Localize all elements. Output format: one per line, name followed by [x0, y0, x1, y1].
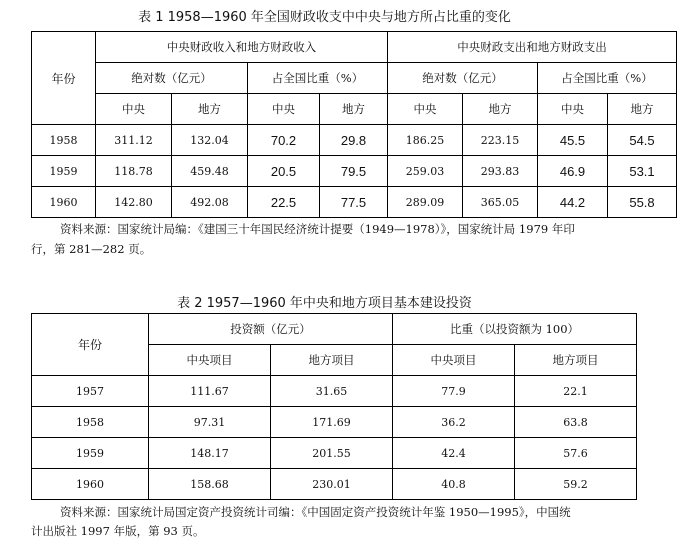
expenditure-central-share-cell: 45.5 — [538, 125, 608, 156]
ratio-central-cell: 42.4 — [393, 438, 515, 469]
expenditure-central-cell: 259.03 — [388, 156, 463, 187]
expenditure-local-share-cell: 54.5 — [608, 125, 677, 156]
table-row — [32, 156, 677, 187]
col-local: 地方 — [463, 94, 538, 125]
expenditure-share-header: 占全国比重（%） — [538, 63, 677, 94]
expenditure-local-cell: 223.15 — [463, 125, 538, 156]
expenditure-central-cell: 289.09 — [388, 187, 463, 218]
table-row — [32, 469, 637, 500]
expenditure-local-share-cell: 53.1 — [608, 156, 677, 187]
col-central: 中央 — [388, 94, 463, 125]
investment-central-cell: 158.68 — [149, 469, 271, 500]
revenue-local-cell: 132.04 — [172, 125, 248, 156]
table-row — [32, 376, 637, 407]
col-local-project: 地方项目 — [515, 345, 637, 376]
expenditure-absolute-header: 绝对数（亿元） — [388, 63, 538, 94]
ratio-central-cell: 40.8 — [393, 469, 515, 500]
table1-caption: 表 1 1958—1960 年全国财政收支中中央与地方所占比重的变化 — [138, 10, 511, 25]
year-cell: 1960 — [32, 187, 96, 218]
year-cell: 1958 — [32, 407, 149, 438]
table-row — [32, 438, 637, 469]
table2-source-line2: 计出版社 1997 年版，第 93 页。 — [31, 524, 205, 538]
revenue-header: 中央财政收入和地方财政收入 — [96, 32, 388, 63]
ratio-header: 比重（以投资额为 100） — [393, 314, 637, 345]
revenue-local-share-cell: 79.5 — [320, 156, 388, 187]
revenue-absolute-header: 绝对数（亿元） — [96, 63, 248, 94]
table-row — [32, 125, 677, 156]
table1-source-line1: 资料来源：国家统计局编：《建国三十年国民经济统计提要（1949—1978）》，国家统计局 1979 年印 — [60, 222, 575, 236]
revenue-central-cell: 118.78 — [96, 156, 172, 187]
year-header: 年份 — [32, 314, 149, 376]
revenue-central-cell: 311.12 — [96, 125, 172, 156]
year-cell: 1957 — [32, 376, 149, 407]
ratio-local-cell: 22.1 — [515, 376, 637, 407]
year-cell: 1959 — [32, 156, 96, 187]
revenue-central-share-cell: 70.2 — [248, 125, 320, 156]
revenue-local-cell: 492.08 — [172, 187, 248, 218]
investment-local-cell: 171.69 — [271, 407, 393, 438]
investment-header: 投资额（亿元） — [149, 314, 393, 345]
revenue-local-share-cell: 77.5 — [320, 187, 388, 218]
ratio-local-cell: 63.8 — [515, 407, 637, 438]
expenditure-central-cell: 186.25 — [388, 125, 463, 156]
investment-central-cell: 97.31 — [149, 407, 271, 438]
investment-local-cell: 230.01 — [271, 469, 393, 500]
table1 — [31, 31, 677, 218]
revenue-central-share-cell: 22.5 — [248, 187, 320, 218]
col-local-project: 地方项目 — [271, 345, 393, 376]
year-header: 年份 — [32, 32, 96, 125]
ratio-central-cell: 36.2 — [393, 407, 515, 438]
col-local: 地方 — [320, 94, 388, 125]
revenue-local-cell: 459.48 — [172, 156, 248, 187]
ratio-central-cell: 77.9 — [393, 376, 515, 407]
col-central-project: 中央项目 — [149, 345, 271, 376]
expenditure-central-share-cell: 46.9 — [538, 156, 608, 187]
revenue-central-cell: 142.80 — [96, 187, 172, 218]
expenditure-local-share-cell: 55.8 — [608, 187, 677, 218]
col-central: 中央 — [96, 94, 172, 125]
table2-caption: 表 2 1957—1960 年中央和地方项目基本建设投资 — [177, 296, 472, 311]
ratio-local-cell: 57.6 — [515, 438, 637, 469]
revenue-local-share-cell: 29.8 — [320, 125, 388, 156]
expenditure-header: 中央财政支出和地方财政支出 — [388, 32, 677, 63]
table2-source-line1: 资料来源：国家统计局国定资产投资统计司编：《中国固定资产投资统计年鉴 1950—1995》，中国统 — [60, 505, 571, 519]
table-row — [32, 407, 637, 438]
investment-local-cell: 31.65 — [271, 376, 393, 407]
year-cell: 1958 — [32, 125, 96, 156]
col-central: 中央 — [248, 94, 320, 125]
col-central: 中央 — [538, 94, 608, 125]
table2 — [31, 313, 637, 500]
investment-central-cell: 148.17 — [149, 438, 271, 469]
revenue-share-header: 占全国比重（%） — [248, 63, 388, 94]
year-cell: 1960 — [32, 469, 149, 500]
expenditure-local-cell: 365.05 — [463, 187, 538, 218]
col-local: 地方 — [172, 94, 248, 125]
col-central-project: 中央项目 — [393, 345, 515, 376]
col-local: 地方 — [608, 94, 677, 125]
investment-local-cell: 201.55 — [271, 438, 393, 469]
year-cell: 1959 — [32, 438, 149, 469]
table-row — [32, 187, 677, 218]
investment-central-cell: 111.67 — [149, 376, 271, 407]
table1-source-line2: 行，第 281—282 页。 — [31, 242, 152, 256]
expenditure-local-cell: 293.83 — [463, 156, 538, 187]
expenditure-central-share-cell: 44.2 — [538, 187, 608, 218]
revenue-central-share-cell: 20.5 — [248, 156, 320, 187]
ratio-local-cell: 59.2 — [515, 469, 637, 500]
